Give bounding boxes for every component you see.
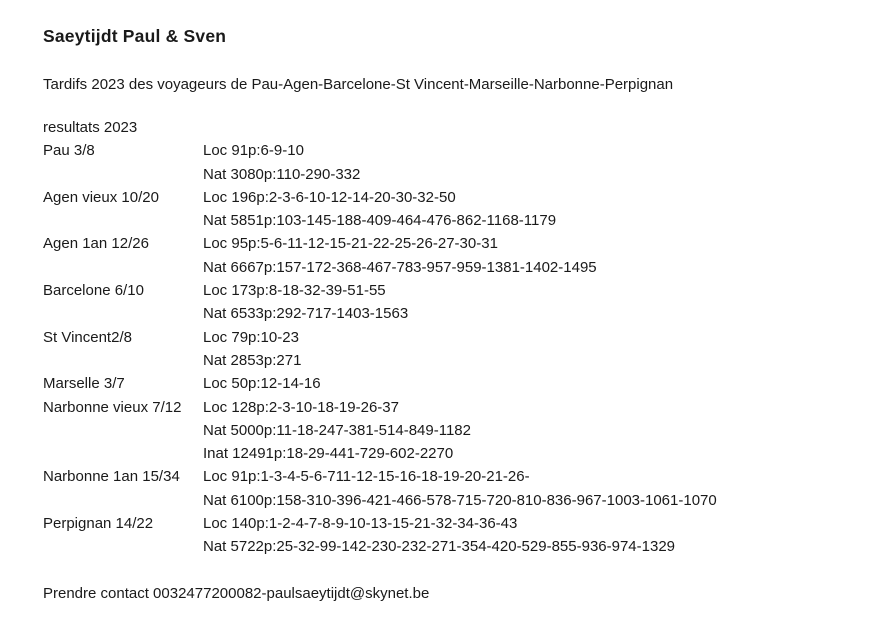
- race-label: Narbonne 1an 15/34: [43, 468, 180, 486]
- result-line: Inat 12491p:18-29-441-729-602-2270: [203, 445, 454, 463]
- document-subtitle: Tardifs 2023 des voyageurs de Pau-Agen-Barcelone-St Vincent-Marseille-Narbonne-Perpignan: [43, 76, 674, 93]
- result-row: [43, 512, 861, 559]
- results-table: [43, 139, 861, 558]
- race-label: Agen 1an 12/26: [43, 235, 149, 253]
- result-line: Loc 196p:2-3-6-10-12-14-20-30-32-50: [203, 188, 456, 206]
- section-heading: resultats 2023: [43, 119, 138, 136]
- result-lines: [203, 186, 861, 233]
- race-label: Narbonne vieux 7/12: [43, 398, 182, 416]
- result-line: Nat 6100p:158-310-396-421-466-578-715-720-810-836-967-1003-1061-1070: [203, 491, 717, 509]
- result-line: Nat 6533p:292-717-1403-1563: [203, 305, 409, 323]
- race-label: Agen vieux 10/20: [43, 188, 159, 206]
- race-label: Barcelone 6/10: [43, 282, 144, 300]
- result-line: Nat 5000p:11-18-247-381-514-849-1182: [203, 421, 471, 439]
- result-line: Loc 91p:6-9-10: [203, 142, 304, 160]
- result-row: [43, 372, 861, 395]
- result-line: Loc 95p:5-6-11-12-15-21-22-25-26-27-30-31: [203, 235, 498, 253]
- result-row: [43, 465, 861, 512]
- result-lines: [203, 326, 861, 373]
- result-line: Nat 5722p:25-32-99-142-230-232-271-354-420-529-855-936-974-1329: [203, 538, 676, 556]
- result-line: Loc 79p:10-23: [203, 328, 299, 346]
- result-line: Nat 6667p:157-172-368-467-783-957-959-1381-1402-1495: [203, 258, 597, 276]
- result-lines: [203, 372, 861, 395]
- result-row: [43, 279, 861, 326]
- result-line: Loc 173p:8-18-32-39-51-55: [203, 282, 386, 300]
- result-row: [43, 396, 861, 466]
- page-title: Saeytijdt Paul & Sven: [43, 26, 227, 46]
- result-lines: [203, 139, 861, 186]
- contact-line: Prendre contact 0032477200082-paulsaeytijdt@skynet.be: [43, 584, 430, 602]
- result-line: Nat 5851p:103-145-188-409-464-476-862-1168-1179: [203, 212, 557, 230]
- result-line: Loc 91p:1-3-4-5-6-711-12-15-16-18-19-20-21-26-: [203, 468, 530, 486]
- race-label: Perpignan 14/22: [43, 515, 154, 533]
- result-line: Loc 50p:12-14-16: [203, 375, 321, 393]
- result-row: [43, 232, 861, 279]
- result-line: Nat 3080p:110-290-332: [203, 165, 361, 183]
- race-label: St Vincent2/8: [43, 328, 132, 346]
- result-row: [43, 186, 861, 233]
- result-line: Loc 140p:1-2-4-7-8-9-10-13-15-21-32-34-36-43: [203, 515, 518, 533]
- result-lines: [203, 232, 861, 279]
- result-line: Loc 128p:2-3-10-18-19-26-37: [203, 398, 399, 416]
- result-lines: [203, 465, 861, 512]
- result-row: [43, 139, 861, 186]
- result-row: [43, 326, 861, 373]
- race-label: Pau 3/8: [43, 142, 95, 160]
- result-lines: [203, 396, 861, 466]
- result-lines: [203, 512, 861, 559]
- result-line: Nat 2853p:271: [203, 351, 302, 369]
- race-label: Marselle 3/7: [43, 375, 125, 393]
- result-lines: [203, 279, 861, 326]
